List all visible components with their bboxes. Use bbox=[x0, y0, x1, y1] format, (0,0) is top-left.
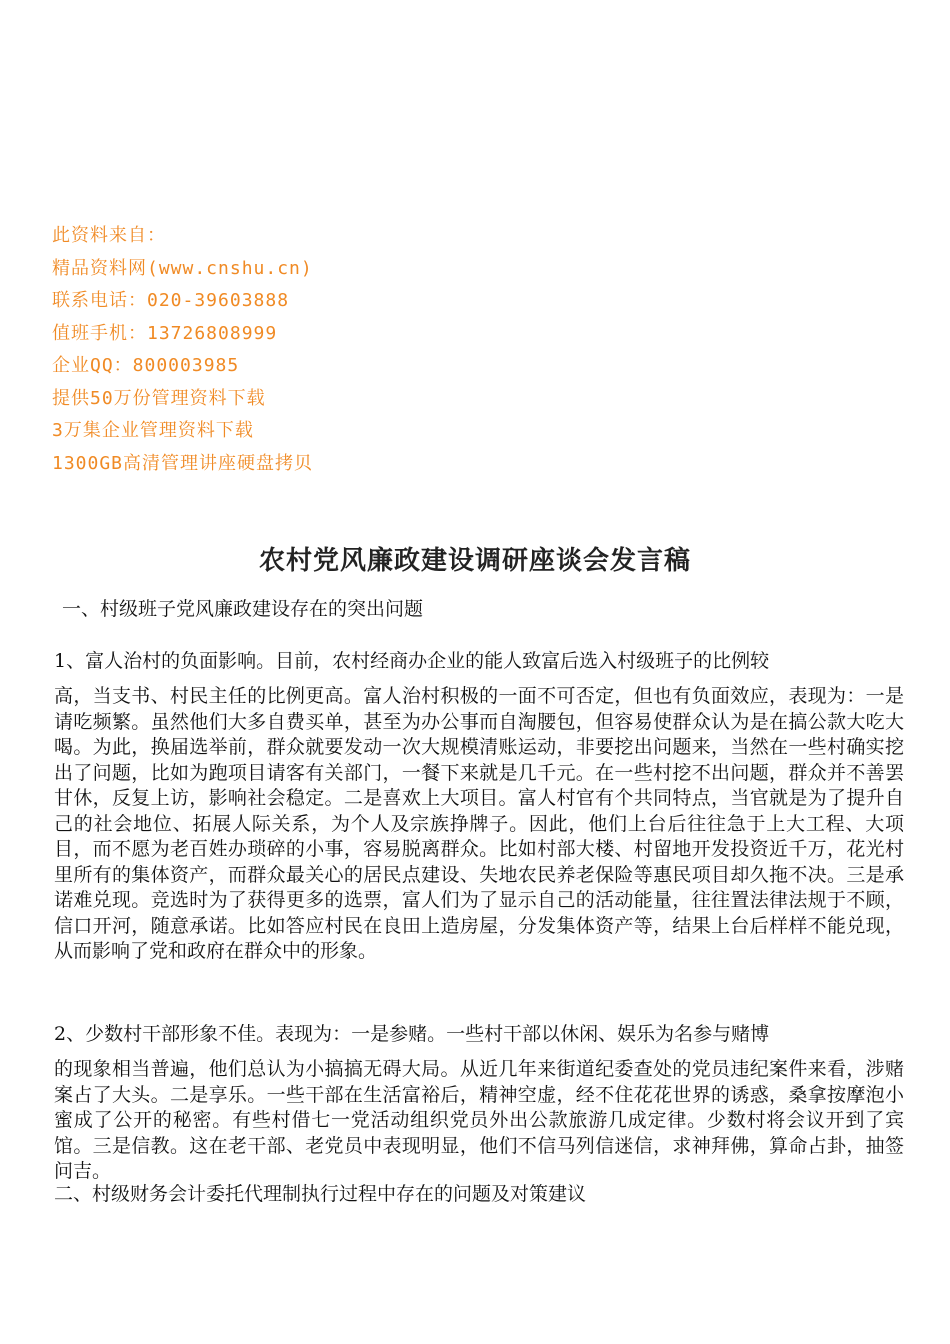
paragraph-2-body: 的现象相当普遍，他们总认为小搞搞无碍大局。从近几年来街道纪委查处的党员违纪案件来看，涉赌案占了大头。二是享乐。一些干部在生活富裕后，精神空虚，经不住花花世界的诱惑，桑拿按摩泡小蜜成了公开的秘密。有些村借七一党活动组织党员外出公款旅游几成定律。少数村将会议开到了宾馆。三是信教。这在老干部、老党员中表现明显，他们不信马列信迷信，求神拜佛，算命占卦，抽签问吉。 bbox=[54, 1058, 904, 1182]
source-line-offer-1: 提供50万份管理资料下载 bbox=[52, 387, 266, 409]
source-line-qq: 企业QQ：800003985 bbox=[52, 355, 240, 376]
section-1-heading: 一、村级班子党风廉政建设存在的突出问题 bbox=[62, 598, 424, 620]
document-title: 农村党风廉政建设调研座谈会发言稿 bbox=[258, 546, 691, 576]
paragraph-2-lead: 2、少数村干部形象不佳。表现为：一是参赌。一些村干部以休闲、娱乐为名参与赌博 bbox=[54, 1023, 770, 1045]
section-2-heading: 二、村级财务会计委托代理制执行过程中存在的问题及对策建议 bbox=[54, 1183, 587, 1205]
source-line-website: 精品资料网(www.cnshu.cn) bbox=[52, 257, 313, 279]
source-info-block bbox=[52, 220, 552, 480]
source-line-mobile: 值班手机：13726808999 bbox=[52, 322, 278, 344]
source-line-offer-2: 3万集企业管理资料下载 bbox=[52, 420, 254, 441]
source-line-phone: 联系电话：020-39603888 bbox=[52, 290, 290, 311]
source-line-header: 此资料来自： bbox=[52, 225, 166, 246]
paragraph-1-body: 高，当支书、村民主任的比例更高。富人治村积极的一面不可否定，但也有负面效应，表现为：一是请吃频繁。虽然他们大多自费买单，甚至为办公事而自淘腰包，但容易使群众认为是在搞公款大吃大喝。为此，换届选举前，群众就要发动一次大规模清账运动，非要挖出问题来，当然在一些村确实挖出了问题，比如为跑项目请客有关部门，一餐下来就是几千元。在一些村挖不出问题，群众并不善罢甘休，反复上访，影响社会稳定。二是喜欢上大项目。富人村官有个共同特点，当官就是为了提升自己的社会地位、拓展人际关系，为个人及宗族挣牌子。因此，他们上台后往往急于上大工程、大项目，而不愿为老百姓办琐碎的小事，容易脱离群众。比如村部大楼、村留地开发投资近千万，花光村里所有的集体资产，而群众最关心的居民点建设、失地农民养老保险等惠民项目却久拖不决。三是承诺难兑现。竞选时为了获得更多的选票，富人们为了显示自己的活动能量，往往置法律法规于不顾，信口开河，随意承诺。比如答应村民在良田上造房屋，分发集体资产等，结果上台后样样不能兑现，从而影响了党和政府在群众中的形象。 bbox=[54, 685, 904, 962]
source-line-offer-3: 1300GB高清管理讲座硬盘拷贝 bbox=[52, 452, 314, 474]
paragraph-1-lead: 1、富人治村的负面影响。目前，农村经商办企业的能人致富后选入村级班子的比例较 bbox=[54, 650, 770, 672]
